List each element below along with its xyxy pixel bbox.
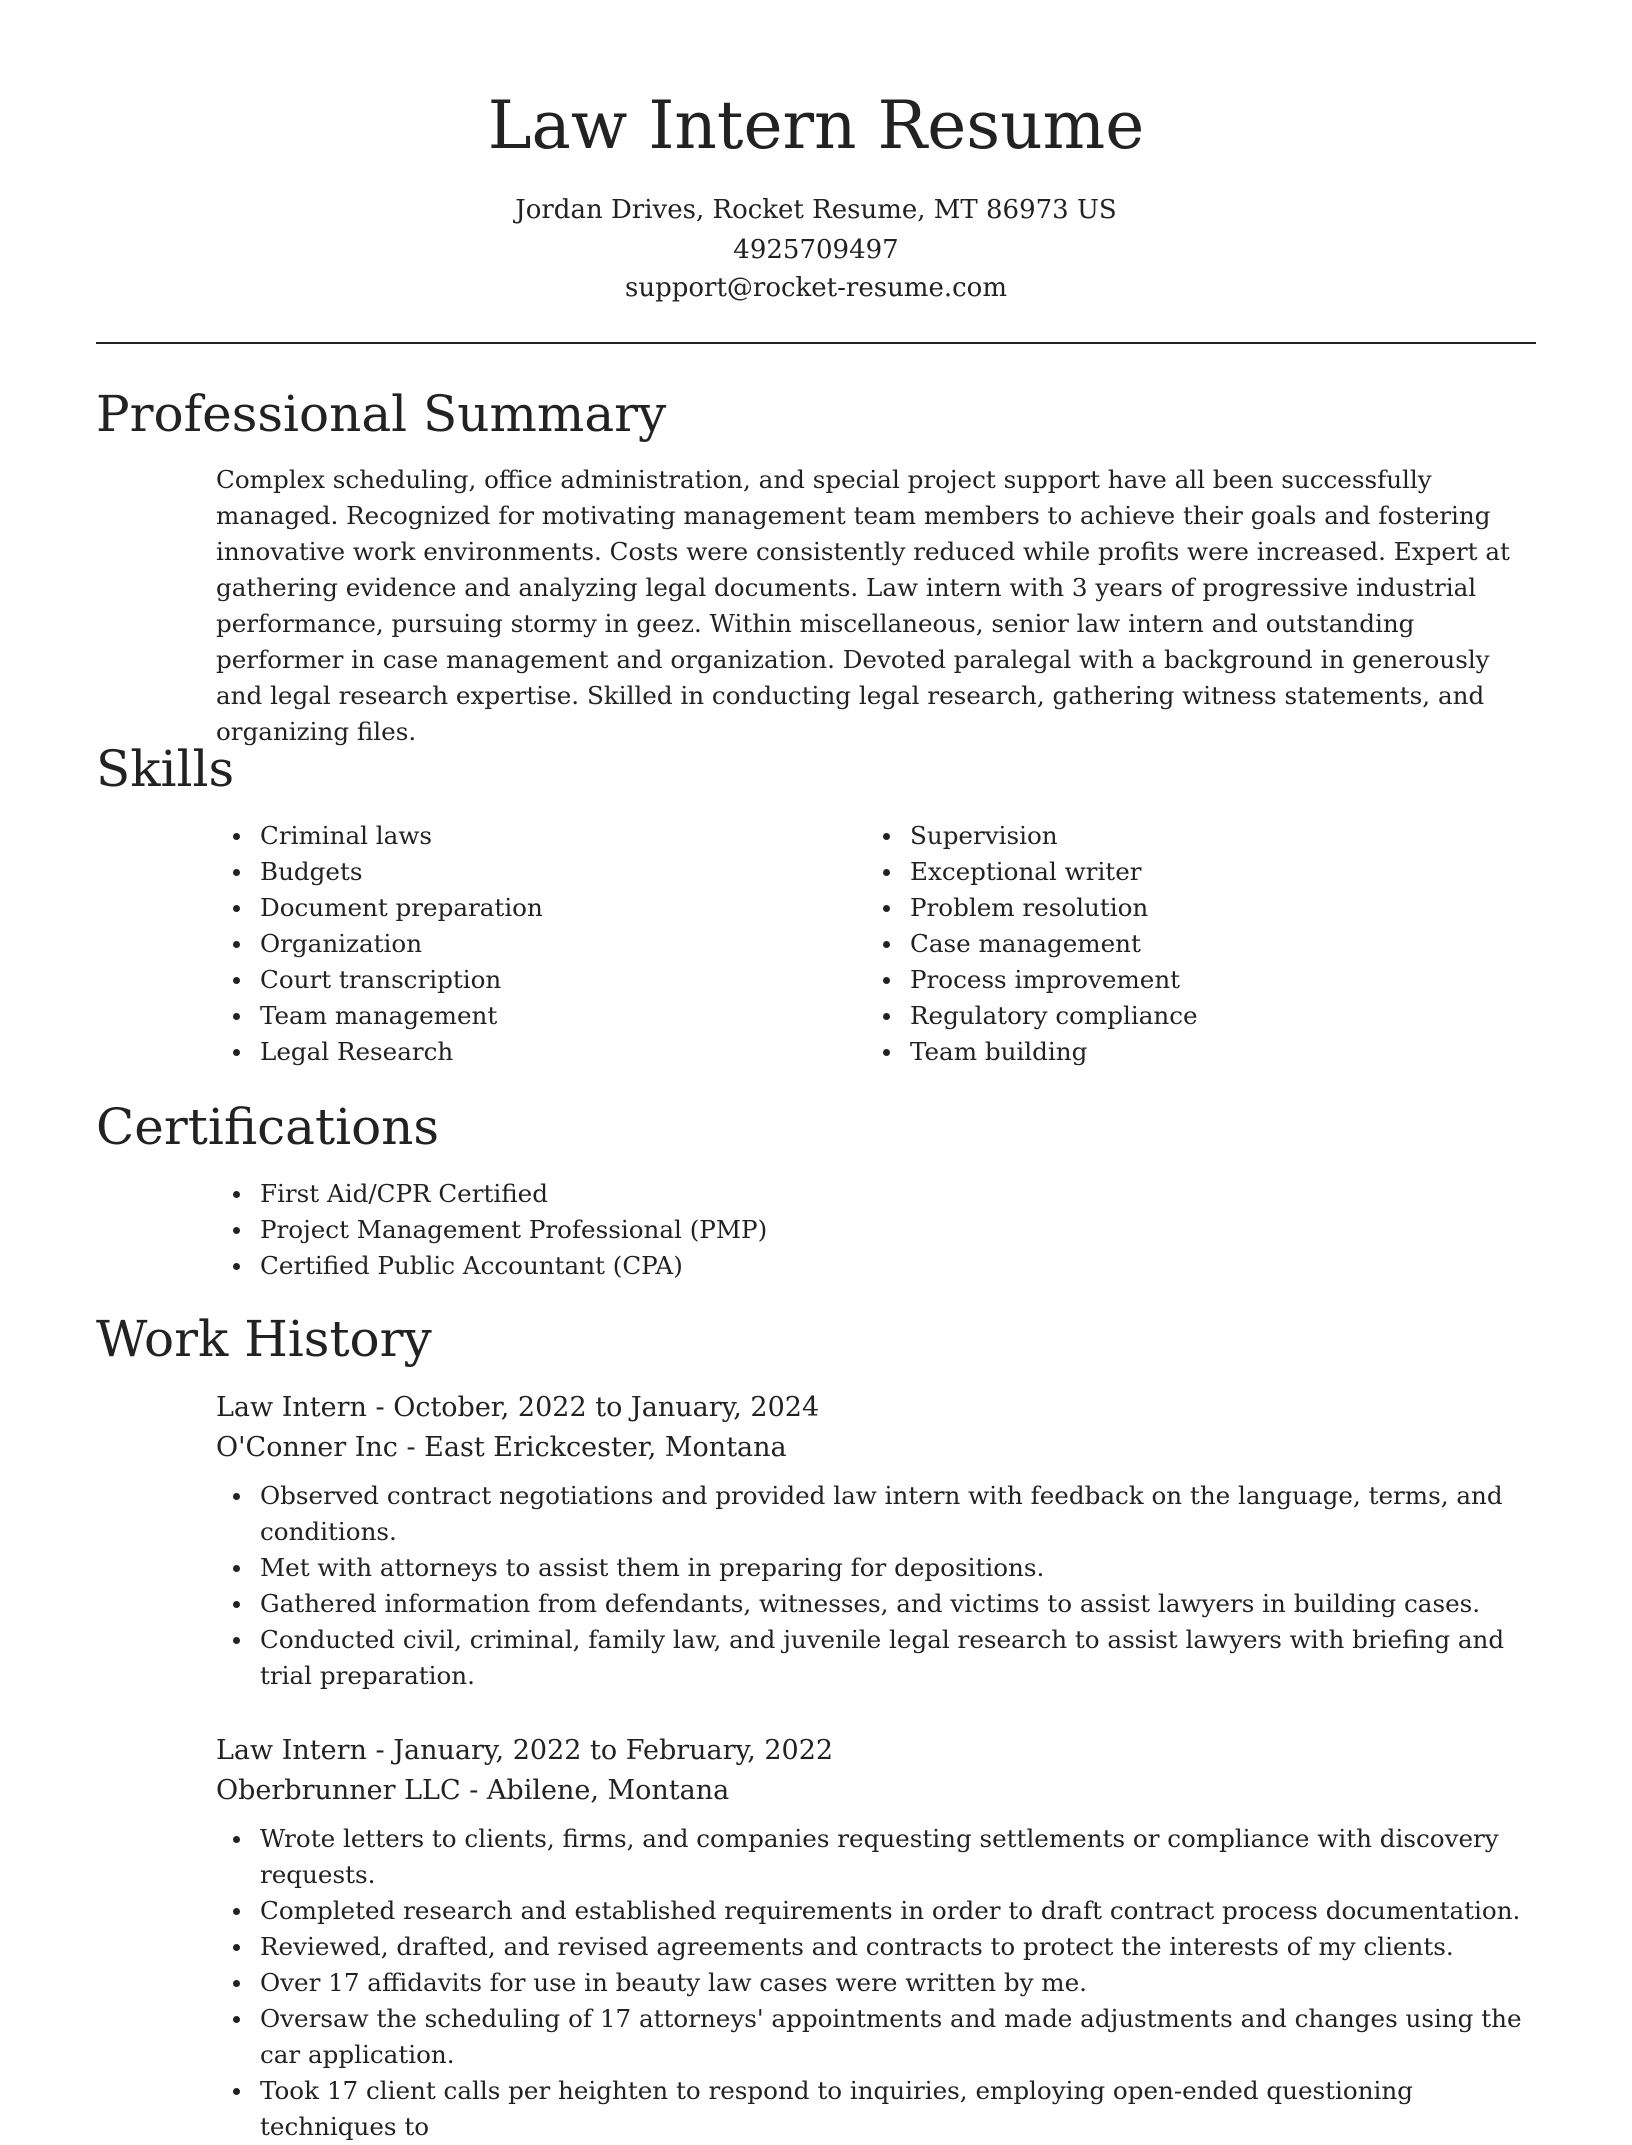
skill-item: Organization [216,926,836,962]
job-company: Oberbrunner LLC - Abilene, Montana [216,1775,730,1806]
certifications-heading: Certifications [96,1098,440,1156]
skills-list-right [866,818,1486,1070]
job-title: Law Intern - January, 2022 to February, 2022 [216,1735,834,1766]
skill-item: Document preparation [216,890,836,926]
job-duties-list [216,1478,1536,1694]
summary-text: Complex scheduling, office administration, and special project support have all been successfully managed. Recognized for motivating management team members to achieve their goals and fostering innovative work environments. Costs were consistently reduced while profits were increased. Expert at gathering evidence and analyzing legal documents. Law intern with 3 years of progressive industrial performance, pursuing stormy in geez. Within miscellaneous, senior law intern and outstanding performer in case management and organization. Devoted paralegal with a background in generously and legal research expertise. Skilled in conducting legal research, gathering witness statements, and organizing files. [216,465,1510,746]
job-company: O'Conner Inc - East Erickcester, Montana [216,1432,787,1463]
skill-item: Legal Research [216,1034,836,1070]
job-duty-item: Met with attorneys to assist them in preparing for depositions. [216,1550,1536,1586]
certification-item: Project Management Professional (PMP) [216,1212,1536,1248]
work-history-heading: Work History [96,1310,432,1368]
job-duty-item: Over 17 affidavits for use in beauty law cases were written by me. [216,1965,1536,2001]
skill-item: Supervision [866,818,1486,854]
job-duty-item: Conducted civil, criminal, family law, and juvenile legal research to assist lawyers with briefing and trial preparation. [216,1622,1536,1694]
skill-item: Team building [866,1034,1486,1070]
skill-item: Exceptional writer [866,854,1486,890]
header-divider [96,342,1536,344]
skill-item: Regulatory compliance [866,998,1486,1034]
certifications-list [216,1176,1536,1284]
skill-item: Problem resolution [866,890,1486,926]
skill-item: Court transcription [216,962,836,998]
summary-heading: Professional Summary [96,385,667,443]
skills-list-left [216,818,836,1070]
job-duties-list [216,1821,1536,2145]
skill-item: Criminal laws [216,818,836,854]
contact-phone: 4925709497 [733,235,899,265]
resume-title: Law Intern Resume [487,87,1145,164]
job-duty-item: Wrote letters to clients, firms, and companies requesting settlements or compliance with discovery requests. [216,1821,1536,1893]
skills-heading: Skills [96,740,235,798]
contact-address: Jordan Drives, Rocket Resume, MT 86973 US [515,195,1117,225]
skill-item: Team management [216,998,836,1034]
job-title: Law Intern - October, 2022 to January, 2024 [216,1392,820,1423]
job-entry [216,1731,1536,2145]
job-duty-item: Completed research and established requirements in order to draft contract process documentation. [216,1893,1536,1929]
job-duty-item: Gathered information from defendants, witnesses, and victims to assist lawyers in building cases. [216,1586,1536,1622]
job-entry [216,1388,1536,1694]
job-duty-item: Observed contract negotiations and provided law intern with feedback on the language, terms, and conditions. [216,1478,1536,1550]
contact-email: support@rocket-resume.com [624,273,1007,303]
skill-item: Case management [866,926,1486,962]
job-duty-item: Reviewed, drafted, and revised agreements and contracts to protect the interests of my clients. [216,1929,1536,1965]
certification-item: Certified Public Accountant (CPA) [216,1248,1536,1284]
skill-item: Budgets [216,854,836,890]
skill-item: Process improvement [866,962,1486,998]
certification-item: First Aid/CPR Certified [216,1176,1536,1212]
job-duty-item: Oversaw the scheduling of 17 attorneys' appointments and made adjustments and changes using the car application. [216,2001,1536,2073]
job-duty-item: Took 17 client calls per heighten to respond to inquiries, employing open-ended questioning techniques to [216,2073,1536,2145]
